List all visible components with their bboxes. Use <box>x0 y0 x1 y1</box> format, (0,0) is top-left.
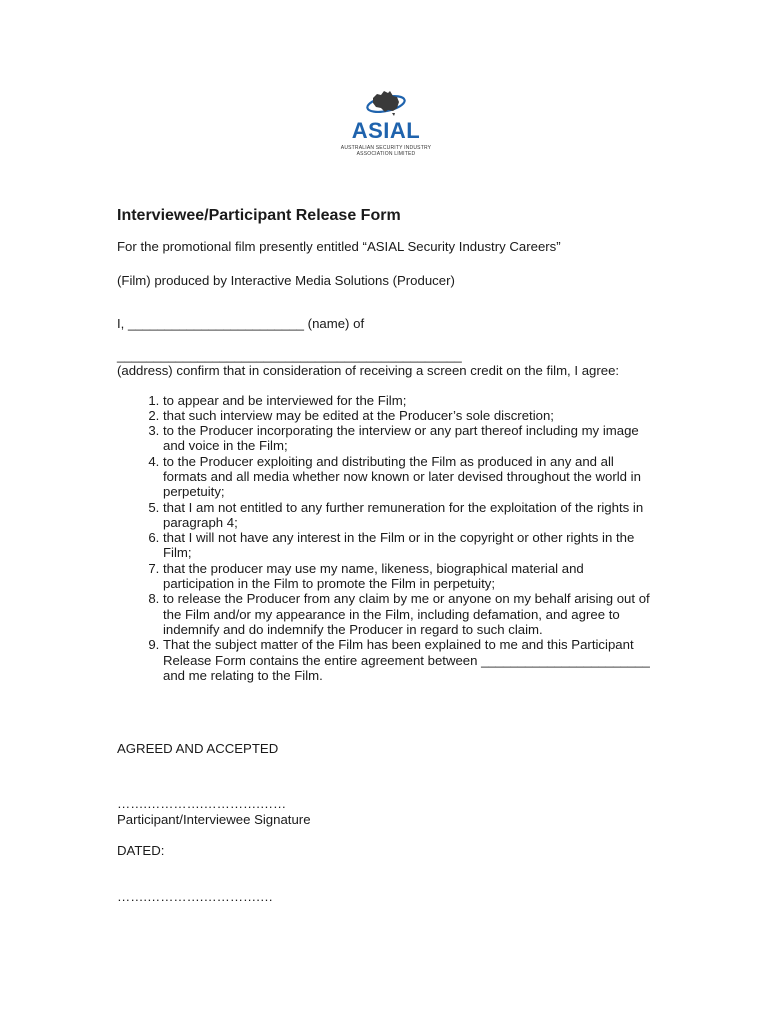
form-content <box>117 205 657 904</box>
dated-label: DATED: <box>117 843 165 859</box>
term-item: 8. to release the Producer from any claim by me or anyone on my behalf arising out of the Film and/or my appearance in the Film, including defamation, and agree to indemnify and do indemnify the Producer in regard to such claim. <box>163 591 657 637</box>
term-item: 2. that such interview may be edited at the Producer’s sole discretion; <box>163 408 657 423</box>
terms-list <box>117 393 657 684</box>
logo-subtitle-line-2: ASSOCIATION LIMITED <box>356 151 416 157</box>
signature-line: …….………….………….…… <box>117 796 287 812</box>
address-blank: _______________________________________________ <box>117 347 462 363</box>
logo-wordmark: ASIAL <box>351 118 421 143</box>
australia-map-icon <box>340 88 432 122</box>
term-item: 7. that the producer may use my name, likeness, biographical material and participation in the Film to promote the Film in perpetuity; <box>163 561 657 592</box>
term-item: 4. to the Producer exploiting and distributing the Film as produced in any and all formats and all media whether now known or later devised throughout the world in perpetuity; <box>163 454 657 500</box>
signature-label: Participant/Interviewee Signature <box>117 811 311 827</box>
address-agreement-line: (address) confirm that in consideration of receiving a screen credit on the film, I agree: <box>117 363 620 378</box>
date-line: …….………….………….… <box>117 888 274 904</box>
logo-subtitle-line-1: AUSTRALIAN SECURITY INDUSTRY <box>340 145 432 151</box>
agreed-heading: AGREED AND ACCEPTED <box>117 741 279 757</box>
term-item: 1. to appear and be interviewed for the Film; <box>163 393 657 408</box>
asial-logo <box>340 88 432 178</box>
intro-line: For the promotional film presently entitled “ASIAL Security Industry Careers” <box>117 239 561 254</box>
term-item: 6. that I will not have any interest in the Film or in the copyright or other rights in the Film; <box>163 530 657 561</box>
form-title: Interviewee/Participant Release Form <box>117 207 401 224</box>
name-line: I, ________________________ (name) of <box>117 316 365 331</box>
logo-subtitle <box>340 145 432 157</box>
producer-line: (Film) produced by Interactive Media Solutions (Producer) <box>117 272 455 288</box>
term-item: 5. that I am not entitled to any further remuneration for the exploitation of the rights in paragraph 4; <box>163 500 657 531</box>
term-item: 9. That the subject matter of the Film has been explained to me and this Participant Release Form contains the entire agreement between _______________________ and me relating to the Film. <box>163 637 657 683</box>
term-item: 3. to the Producer incorporating the interview or any part thereof including my image and voice in the Film; <box>163 423 657 454</box>
